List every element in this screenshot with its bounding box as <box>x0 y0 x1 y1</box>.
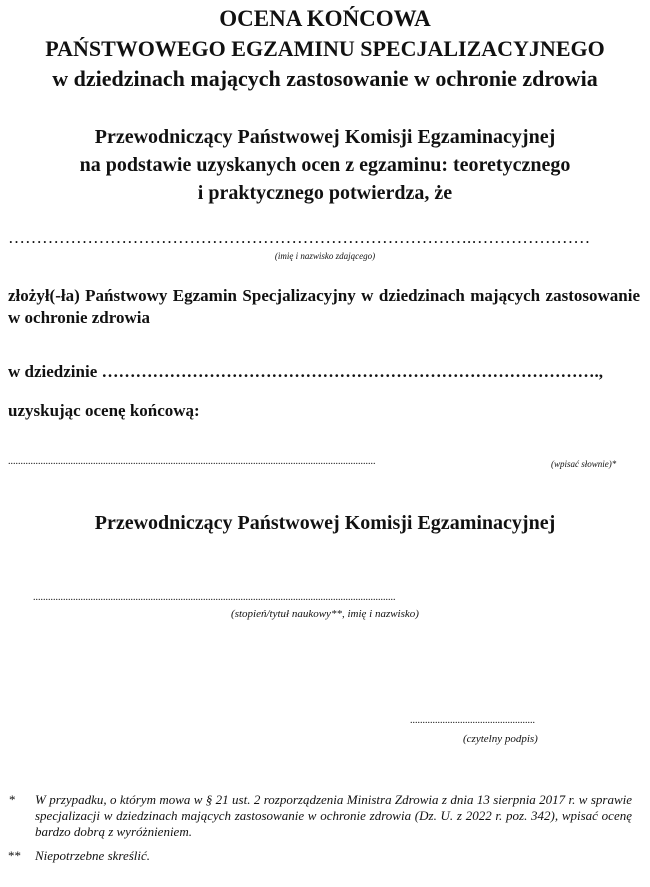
footnote-2-text: Niepotrzebne skreślić. <box>35 848 151 863</box>
statement-line1: Przewodniczący Państwowej Komisji Egzaminacyjnej <box>94 126 556 148</box>
chair-field-dots[interactable]: ................................................................................................................................................. <box>33 592 396 603</box>
grade-field-caption: (wpisać słownie)* <box>551 459 617 469</box>
grade-label: uzyskując ocenę końcową: <box>8 401 200 420</box>
chair-field-caption: (stopień/tytuł naukowy**, imię i nazwisko) <box>231 608 419 620</box>
footnote-2-mark: ** <box>8 848 21 863</box>
signature-dots[interactable]: .................................................. <box>410 715 535 726</box>
name-field-dots[interactable]: ……………………………………………………………………….………………… <box>8 228 591 247</box>
document-title-line2: PAŃSTWOWEGO EGZAMINU SPECJALIZACYJNEGO <box>45 36 605 61</box>
field-label: w dziedzinie <box>8 362 98 381</box>
passed-exam-text: złożył(-ła) Państwowy Egzamin Specjalizacyjny w dziedzinach mających zastosowanie w ochronie zdrowia <box>8 286 640 327</box>
grade-field-dots[interactable]: ................................................................................................................................................... <box>8 456 376 467</box>
field-line <box>8 361 603 383</box>
chair-title: Przewodniczący Państwowej Komisji Egzaminacyjnej <box>94 512 556 534</box>
document-title-line1: OCENA KOŃCOWA <box>219 6 431 31</box>
field-dots[interactable]: ……………………………………………………………………………., <box>101 362 603 381</box>
statement-line3: i praktycznego potwierdza, że <box>197 182 453 204</box>
statement-line2: na podstawie uzyskanych ocen z egzaminu: teoretycznego <box>79 154 571 176</box>
footnote-1-text: W przypadku, o którym mowa w § 21 ust. 2 rozporządzenia Ministra Zdrowia z dnia 13 sierpnia 2017 r. w sprawie specjalizacji w dziedzinach mających zastosowanie w ochronie zdrowia (Dz. U. z 2022 r. poz. 342), wpisać ocenę bardzo dobrą z wyróżnieniem. <box>35 792 632 839</box>
signature-caption: (czytelny podpis) <box>463 733 538 745</box>
name-field-caption: (imię i nazwisko zdającego) <box>274 251 376 261</box>
footnote-1-mark: * <box>9 792 16 807</box>
document-title-line3: w dziedzinach mających zastosowanie w ochronie zdrowia <box>52 66 598 91</box>
